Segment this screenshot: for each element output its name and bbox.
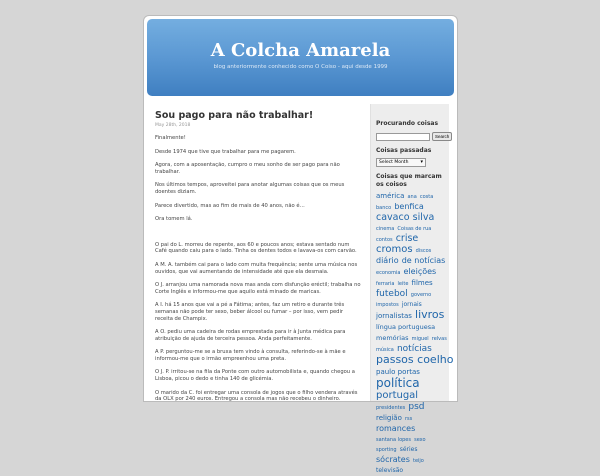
tag-cloud (376, 191, 454, 476)
post-paragraph: A O. pediu uma cadeira de rodas emprestada para ir à Junta médica para atribuição de ajuda de terceira pessoa. Anda perfeitamente. (155, 329, 346, 342)
post-paragraph: A M. A. também cai para o lado com muita frequência; sente uma música nos ouvidos, que vai aumentando de intensidade até que ela desmaia. (155, 261, 358, 275)
post-paragraph: Ora tomem lá. (155, 216, 193, 223)
tag-link[interactable]: música (376, 347, 394, 353)
tag-link[interactable]: cinema (376, 226, 395, 232)
blog-header (147, 19, 454, 96)
search-widget (376, 120, 448, 141)
search-row (376, 132, 448, 141)
tag-link[interactable]: psd (408, 402, 425, 412)
tag-link[interactable]: relvas (431, 336, 447, 342)
tag-link[interactable]: religião (376, 414, 402, 422)
tag-link[interactable]: santana lopes (376, 437, 411, 443)
tag-link[interactable]: eleições (403, 267, 437, 276)
tag-link[interactable]: de notícias (401, 256, 446, 265)
tag-link[interactable]: memórias (376, 334, 409, 342)
tag-link[interactable]: benfica (394, 202, 424, 211)
tag-link[interactable]: teijo (412, 458, 424, 464)
tag-link[interactable]: cromos (376, 244, 413, 255)
tag-link[interactable]: cavaco (376, 212, 410, 223)
post-title[interactable]: Sou pago para não trabalhar! (155, 110, 314, 121)
tag-link[interactable]: jornais (401, 301, 422, 308)
tag-link[interactable]: livros (415, 308, 445, 321)
post-paragraph: Desde 1974 que tive que trabalhar para me pagarem. (155, 148, 296, 155)
search-input[interactable] (376, 133, 430, 141)
post-paragraph: A I. há 15 anos que vai a pé a Fátima; antes, faz um retiro e durante três semanas não pode ter sexo, beber álcool ou fumar – por isso, vem pedir receita de Champix. (155, 302, 345, 322)
tag-link[interactable]: notícias (396, 344, 432, 354)
tag-link[interactable]: paulo portas (376, 368, 420, 376)
post-paragraph: O marido da C. foi entregar uma consola de jogos que o filho vendera através da OLX por 240 euros. Entregou a consola mas não recebeu o dinheiro. (155, 389, 358, 403)
post-paragraph: Agora, com a aposentação, cumpro o meu sonho de ser pago para não trabalhar. (155, 162, 340, 175)
search-widget-title: Procurando coisas (376, 120, 439, 127)
tag-link[interactable]: ferraria (376, 281, 395, 287)
tag-link[interactable]: portugal (376, 390, 419, 401)
tag-link[interactable]: séries (399, 446, 418, 453)
tag-link[interactable]: ana (407, 194, 417, 200)
tag-link[interactable]: língua portuguesa (376, 323, 436, 331)
tag-link[interactable]: Coisas de rua (397, 226, 432, 232)
tag-link[interactable]: política (376, 376, 420, 390)
sidebar (370, 104, 454, 474)
post-paragraph: O J. P. irritou-se na fila da Ponte com outro automobilista e, quando chegou a Lisboa, picou o dedo e tinha 140 de glicémia. (155, 369, 355, 383)
post-paragraph: A P. perguntou-me se a bruxa tem vindo à consulta, referindo-se à mãe e informou-me que o irmão empreenhou uma preta. (155, 349, 346, 362)
tag-link[interactable]: sexo (414, 437, 426, 443)
blog-description: blog anteriormente conhecido como O Coiso - aqui desde 1999 (213, 64, 388, 70)
tag-link[interactable]: silva (412, 212, 435, 223)
post-paragraph: O J. arranjou uma namorada nova mas anda com disfunção eréctil; trabalha no Corte Inglês e informou-me que aquilo está minado de maricas. (155, 282, 361, 295)
post-paragraph: Finalmente! (155, 135, 186, 141)
tag-link[interactable]: discos (415, 248, 432, 254)
tag-link[interactable]: passos coelho (376, 353, 454, 366)
post-paragraph: O pai do L. morreu de repente, aos 60 e poucos anos; estava sentado num Café quando caiu para o lado. Tinha os dentes todos e lavava-os com carvão. (155, 241, 357, 255)
tag-link[interactable]: crise (395, 233, 419, 244)
tag-link[interactable]: américa (376, 192, 405, 200)
post-date: May 28th, 2018 (155, 123, 191, 128)
chevron-down-icon: ▾ (420, 159, 423, 165)
tag-link[interactable]: futebol (376, 289, 408, 299)
post-body (155, 135, 361, 403)
post-paragraph: Parece divertido, mas ao fim de mais de 40 anos, não é… (155, 202, 305, 209)
tag-link[interactable]: sporting (376, 447, 397, 453)
tag-link[interactable]: banco (376, 205, 392, 211)
main-content (155, 110, 361, 410)
tag-link[interactable]: diário (376, 256, 399, 265)
tag-link[interactable]: televisão (376, 467, 404, 474)
tag-link[interactable]: costa (419, 194, 434, 200)
tag-link[interactable]: presidentes (376, 405, 406, 411)
archive-month-select[interactable] (376, 158, 426, 167)
tag-link[interactable]: leite (397, 281, 409, 287)
tag-link[interactable]: rss (404, 416, 413, 422)
tag-link[interactable]: governo (410, 292, 432, 298)
tag-link[interactable]: economia (376, 270, 401, 276)
search-button[interactable]: Search (432, 132, 452, 141)
archive-widget-title: Coisas passadas (376, 147, 432, 154)
tag-link[interactable]: contos (376, 237, 393, 243)
tags-widget (376, 173, 454, 476)
tags-widget-title: Coisas que marcam os coisos (376, 173, 442, 188)
tag-link[interactable]: miguel (411, 336, 429, 342)
archive-selected-value: Select Month (379, 160, 409, 165)
page-container (143, 15, 458, 474)
tag-link[interactable]: romances (376, 424, 416, 433)
tag-link[interactable]: impostos (376, 302, 399, 308)
tag-link[interactable]: sócrates (376, 455, 410, 464)
tag-link[interactable]: jornalistas (376, 312, 412, 320)
post-paragraph: Nos últimos tempos, aproveitei para anotar algumas coisas que os meus doentes diziam. (155, 182, 345, 195)
blog-title[interactable]: A Colcha Amarela (210, 40, 391, 61)
tag-link[interactable]: filmes (411, 279, 433, 287)
archive-widget (376, 147, 448, 167)
